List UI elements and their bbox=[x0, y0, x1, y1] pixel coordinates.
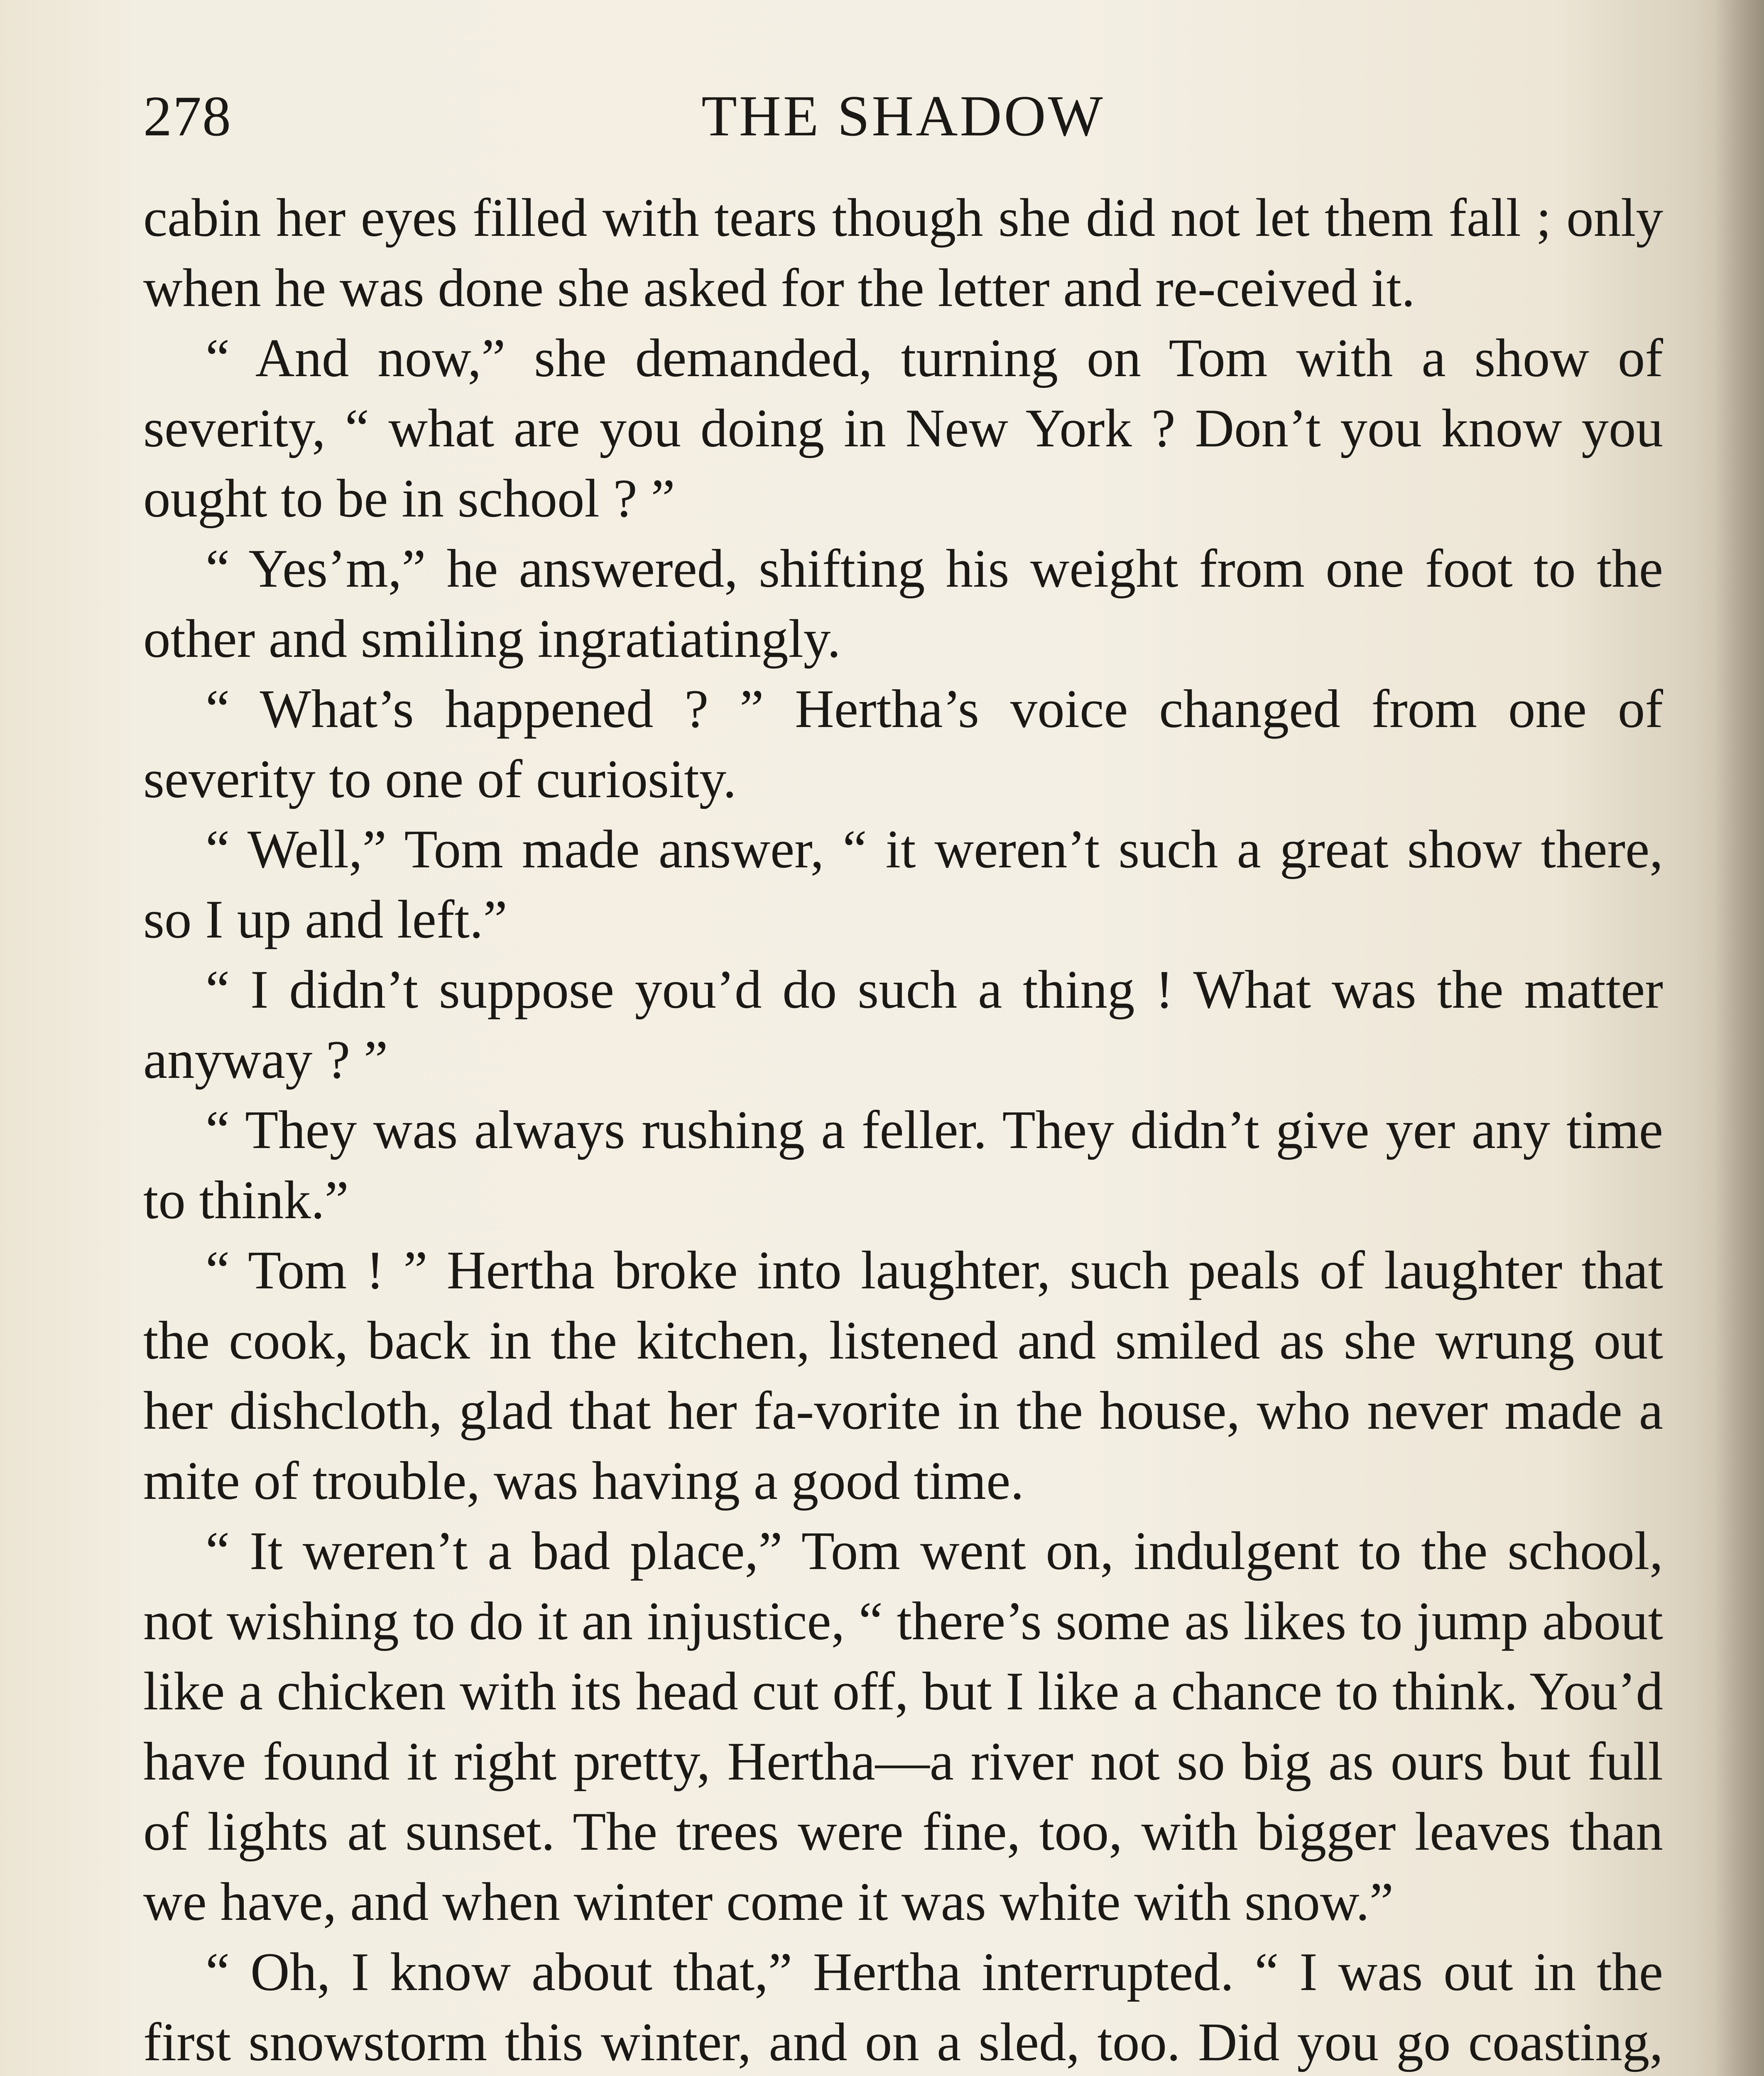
paragraph: “ I didn’t suppose you’d do such a thing ! What was the matter anyway ? ” bbox=[143, 960, 1663, 1090]
paragraph: “ It weren’t a bad place,” Tom went on, indulgent to the school, not wishing to do it an injustice, “ there’s some as likes to jump about like a chicken with its head cut off, but I like a chance to think. You’d have found it right pretty, Hertha—a river not so big as ours but full of lights at sunset. The trees were fine, too, with bigger leaves than we have, and when winter come it was white with snow.” bbox=[143, 1521, 1663, 1932]
paragraph: “ Well,” Tom made answer, “ it weren’t such a great show there, so I up and left.” bbox=[143, 819, 1663, 950]
running-head bbox=[143, 83, 1663, 149]
page-edge-shadow bbox=[1714, 0, 1764, 2076]
paragraph: “ What’s happened ? ” Hertha’s voice changed from one of severity to one of curiosity. bbox=[143, 679, 1663, 809]
running-title: THE SHADOW bbox=[701, 84, 1105, 148]
paragraph: “ Yes’m,” he answered, shifting his weight from one foot to the other and smiling ingratiatingly. bbox=[143, 539, 1663, 669]
paragraph: “ Oh, I know about that,” Hertha interrupted. “ I was out in the first snowstorm this winter, and on a sled, too. Did you go coasting, bbox=[143, 1942, 1663, 2072]
paragraph: “ And now,” she demanded, turning on Tom with a show of severity, “ what are you doing in New York ? Don’t you know you ought to be in school ? ” bbox=[143, 328, 1663, 529]
page-number: 278 bbox=[143, 84, 232, 148]
paragraph: cabin her eyes filled with tears though she did not let them fall ; only when he was done she asked for the letter and re-ceived it. bbox=[143, 188, 1663, 318]
paragraph: “ They was always rushing a feller. They didn’t give yer any time to think.” bbox=[143, 1100, 1663, 1230]
paragraph: “ Tom ! ” Hertha broke into laughter, such peals of laughter that the cook, back in the kitchen, listened and smiled as she wrung out her dishcloth, glad that her fa-vorite in the house, who never made a mite of trouble, was having a good time. bbox=[143, 1240, 1663, 1511]
body-text bbox=[143, 183, 1663, 2076]
